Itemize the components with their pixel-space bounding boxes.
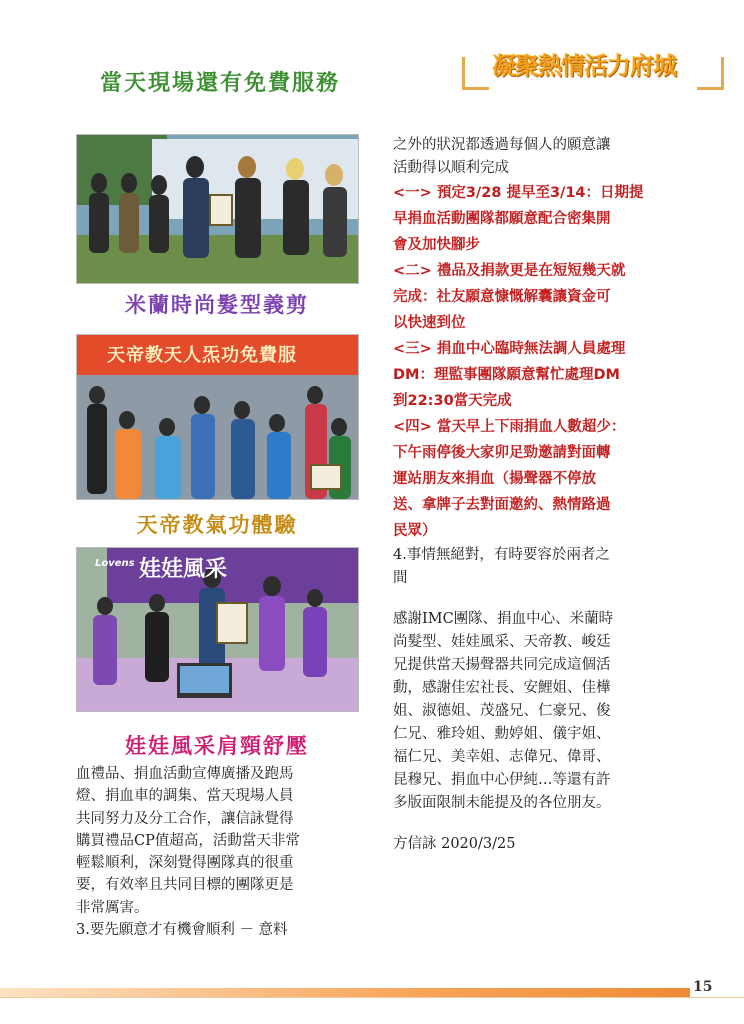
point4-line: 間	[393, 570, 408, 586]
left-line: 要，有效率且共同目標的團隊更是	[76, 877, 294, 894]
emphasis-line: 運站朋友來捐血（揚聲器不停放	[393, 471, 596, 487]
right-column-text	[393, 134, 675, 856]
left-line: 輕鬆順利，深刻覺得團隊真的很重	[76, 855, 294, 872]
emphasis-line: <三> 捐血中心臨時無法調人員處理	[393, 341, 626, 357]
emphasis-line: 會及加快腳步	[393, 237, 480, 253]
photo-qigong-event	[76, 334, 359, 500]
emphasis-line: <一> 預定3/28 提早至3/14：日期提	[393, 185, 644, 201]
paragraph-gap	[393, 590, 675, 608]
thanks-line: 仁兄、雅玲姐、勳婷姐、儀宇姐、	[393, 726, 611, 742]
left-line: 血禮品、捐血活動宣傳廣播及跑馬	[76, 766, 294, 782]
footer-rule	[0, 997, 744, 998]
emphasis-line: 下午雨停後大家卯足勁邀請對面轉	[393, 445, 611, 461]
intro-line: 之外的狀況都透過每個人的願意讓	[393, 137, 611, 153]
column-banner	[462, 44, 724, 90]
thanks-line: 動，感謝佳宏社長、安鯉姐、佳樺	[393, 680, 611, 696]
paragraph-gap	[393, 815, 675, 833]
left-line: 非常厲害。	[76, 899, 149, 916]
left-column-text	[76, 763, 366, 941]
point4-line: 4.事情無絕對，有時要容於兩者之	[393, 547, 610, 563]
thanks-line: 昆穆兄、捐血中心伊純…等還有許	[393, 772, 611, 788]
left-line: 共同努力及分工合作，讓信詠覺得	[76, 810, 294, 827]
thanks-line: 兄提供當天揚聲器共同完成這個活	[393, 657, 611, 673]
caption-photo3: 娃娃風采肩頸舒壓	[125, 734, 309, 758]
page-heading: 當天現場還有免費服務	[100, 71, 341, 96]
banner-left-bracket	[462, 57, 489, 90]
caption-photo2: 天帝教氣功體驗	[136, 513, 298, 537]
thanks-line: 尚髮型、娃娃風采、天帝教、峻廷	[393, 634, 611, 650]
emphasis-line: <二> 禮品及捐款更是在短短幾天就	[393, 263, 626, 279]
emphasis-line: 完成：社友願意慷慨解囊讓資金可	[393, 289, 611, 305]
emphasis-line: DM：理監事團隊願意幫忙處理DM	[393, 367, 620, 383]
left-line: 3.要先願意才有機會順利 － 意料	[76, 922, 288, 939]
thanks-line: 福仁兄、美幸姐、志偉兄、偉哥、	[393, 749, 611, 765]
thanks-line: 感謝IMC團隊、捐血中心、米蘭時	[393, 611, 614, 627]
banner-right-bracket	[697, 57, 724, 90]
photo3-sign: 娃娃風采	[139, 557, 228, 582]
thanks-line: 姐、淑德姐、茂盛兄、仁豪兄、俊	[393, 703, 611, 719]
photo-massage-event	[76, 547, 359, 712]
emphasis-line: 民眾）	[393, 523, 437, 539]
page-number: 15	[693, 979, 713, 995]
left-line: 燈、捐血車的調集、當天現場人員	[76, 788, 294, 805]
intro-line: 活動得以順利完成	[393, 160, 509, 176]
photo2-sign: 天帝教天人炁功免費服	[107, 345, 297, 366]
emphasis-line: 以快速到位	[393, 315, 466, 331]
emphasis-line: 早捐血活動團隊都願意配合密集開	[393, 211, 611, 227]
banner-title: 凝聚熱情活力府城	[492, 52, 676, 80]
footer-bar	[0, 988, 690, 997]
photo3-sign-brand: Lovens	[95, 558, 135, 569]
thanks-line: 多版面限制未能提及的各位朋友。	[393, 795, 611, 811]
emphasis-line: 送、拿牌子去對面邀約、熱情路過	[393, 497, 611, 513]
left-line: 購買禮品CP值超高，活動當天非常	[76, 832, 300, 849]
signature: 方信詠 2020/3/25	[393, 836, 516, 852]
photo-hair-cut-event	[76, 134, 359, 284]
emphasis-line: <四> 當天早上下雨捐血人數超少：	[393, 419, 626, 435]
emphasis-line: 到22:30當天完成	[393, 393, 512, 409]
caption-photo1: 米蘭時尚髮型義剪	[125, 293, 309, 317]
